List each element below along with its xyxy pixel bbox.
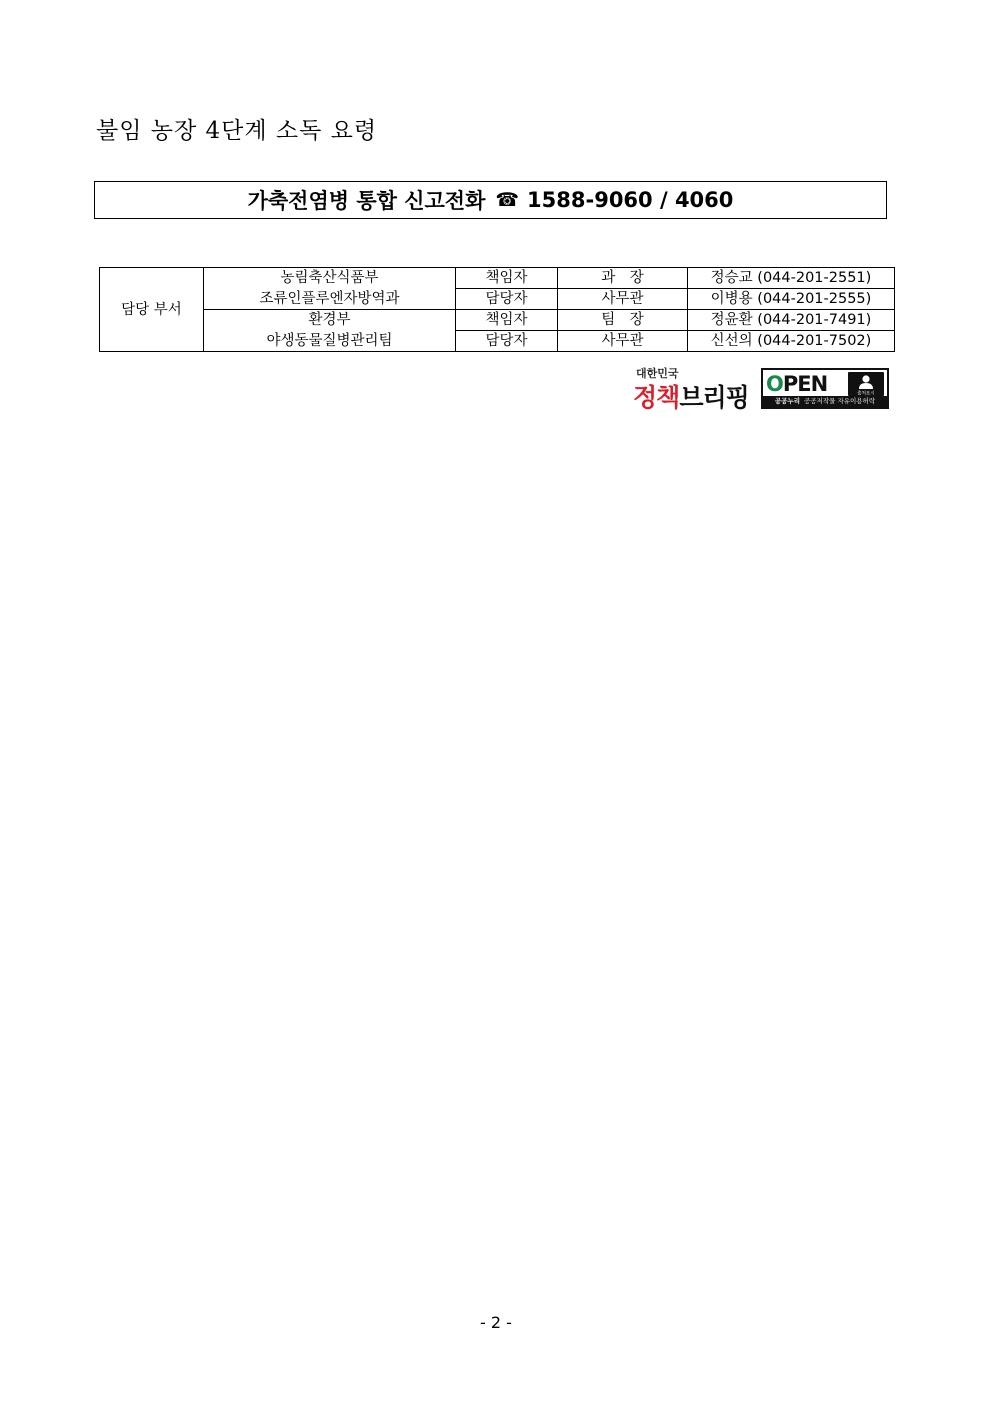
logo-area	[633, 366, 891, 412]
svg-text:출처표시: 출처표시	[857, 391, 875, 396]
briefing-logo-small-text: 대한민국	[636, 367, 679, 380]
role-cell: 책임자	[456, 268, 558, 289]
hotline-numbers: 1588-9060 / 4060	[527, 188, 734, 212]
title-cell: 팀 장	[558, 310, 688, 331]
title-cell: 사무관	[558, 331, 688, 352]
section-label: 담당 부서	[100, 268, 204, 352]
role-cell: 담당자	[456, 331, 558, 352]
table-row	[100, 331, 895, 352]
division-name: 야생동물질병관리팀	[204, 331, 456, 352]
role-cell: 담당자	[456, 289, 558, 310]
policy-briefing-logo	[633, 366, 753, 412]
title-cell: 과 장	[558, 268, 688, 289]
role-cell: 책임자	[456, 310, 558, 331]
person-cell: 정윤환 (044-201-7491)	[688, 310, 895, 331]
table-row	[100, 310, 895, 331]
page-heading: 불임 농장 4단계 소독 요령	[96, 118, 378, 144]
person-cell: 이병용 (044-201-2555)	[688, 289, 895, 310]
contacts-table	[99, 267, 895, 352]
person-cell: 정승교 (044-201-2551)	[688, 268, 895, 289]
phone-icon: ☎	[495, 189, 520, 211]
kogl-open-badge	[761, 368, 889, 409]
open-logo-text: OPEN	[766, 372, 828, 396]
hotline-box	[94, 181, 887, 219]
table-row	[100, 268, 895, 289]
open-license-strip: 공공누리 공공저작물 자유이용허락	[763, 396, 887, 407]
ministry-name: 농림축산식품부	[204, 268, 456, 289]
briefing-logo-text: 정책브리핑	[633, 383, 749, 412]
division-name: 조류인플루엔자방역과	[204, 289, 456, 310]
page-number: - 2 -	[480, 1313, 512, 1332]
person-cell: 신선의 (044-201-7502)	[688, 331, 895, 352]
hotline-label: 가축전염병 통합 신고전화	[247, 189, 486, 213]
attribution-icon	[848, 372, 884, 396]
ministry-name: 환경부	[204, 310, 456, 331]
table-row	[100, 289, 895, 310]
title-cell: 사무관	[558, 289, 688, 310]
